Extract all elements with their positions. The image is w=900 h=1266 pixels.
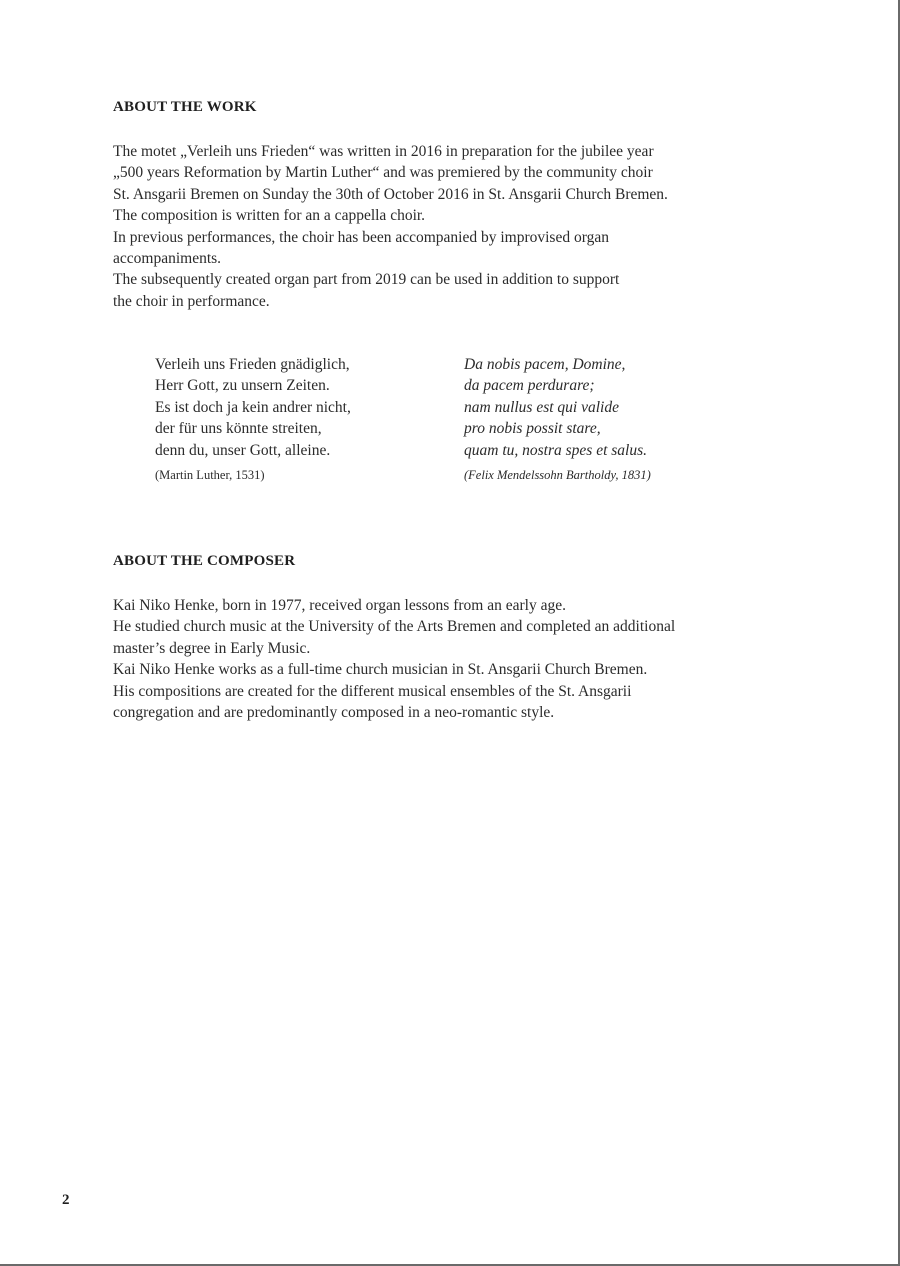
page-number: 2: [62, 1192, 70, 1208]
poem-latin: [464, 354, 651, 483]
about-work-line: The motet „Verleih uns Frieden“ was written in 2016 in preparation for the jubilee year: [113, 143, 654, 160]
about-work-line: accompaniments.: [113, 250, 222, 268]
poem-german-line: der für uns könnte streiten,: [155, 420, 322, 438]
about-work-line: The composition is written for an a cappella choir.: [113, 207, 426, 225]
about-work-line: The subsequently created organ part from 2019 can be used in addition to support: [113, 271, 620, 289]
about-composer-line: Kai Niko Henke, born in 1977, received organ lessons from an early age.: [113, 597, 566, 614]
poem-latin-line: quam tu, nostra spes et salus.: [464, 441, 647, 459]
poem-latin-attribution: (Felix Mendelssohn Bartholdy, 1831): [464, 468, 651, 483]
about-composer-line: master’s degree in Early Music.: [113, 639, 311, 657]
poem-german-line: Es ist doch ja kein andrer nicht,: [155, 398, 351, 416]
poem-latin-line: Da nobis pacem, Domine,: [464, 356, 626, 373]
about-work-line: In previous performances, the choir has been accompanied by improvised organ: [113, 228, 609, 246]
poem-german-line: Verleih uns Frieden gnädiglich,: [155, 356, 350, 373]
about-composer-line: congregation and are predominantly composed in a neo-romantic style.: [113, 704, 555, 722]
poem-latin-line: nam nullus est qui valide: [464, 398, 619, 416]
about-composer-heading: ABOUT THE COMPOSER: [113, 553, 296, 569]
about-work-heading: ABOUT THE WORK: [113, 99, 257, 115]
poem-german: [155, 354, 351, 483]
about-composer-line: Kai Niko Henke works as a full-time church musician in St. Ansgarii Church Bremen.: [113, 661, 648, 679]
poem-latin-line: pro nobis possit stare,: [464, 420, 601, 438]
poem-german-line: Herr Gott, zu unsern Zeiten.: [155, 377, 330, 395]
about-work-paragraph: [113, 141, 793, 312]
poem-german-line: denn du, unser Gott, alleine.: [155, 441, 331, 459]
about-composer-line: He studied church music at the University of the Arts Bremen and completed an additional: [113, 618, 676, 636]
about-work-line: the choir in performance.: [113, 292, 270, 310]
about-composer-paragraph: [113, 595, 793, 723]
poem-latin-line: da pacem perdurare;: [464, 377, 595, 395]
about-composer-line: His compositions are created for the different musical ensembles of the St. Ansgarii: [113, 682, 632, 700]
about-work-line: „500 years Reformation by Martin Luther“ and was premiered by the community choir: [113, 164, 653, 182]
poem-german-attribution: (Martin Luther, 1531): [155, 468, 265, 483]
about-work-line: St. Ansgarii Bremen on Sunday the 30th of October 2016 in St. Ansgarii Church Bremen.: [113, 185, 668, 203]
